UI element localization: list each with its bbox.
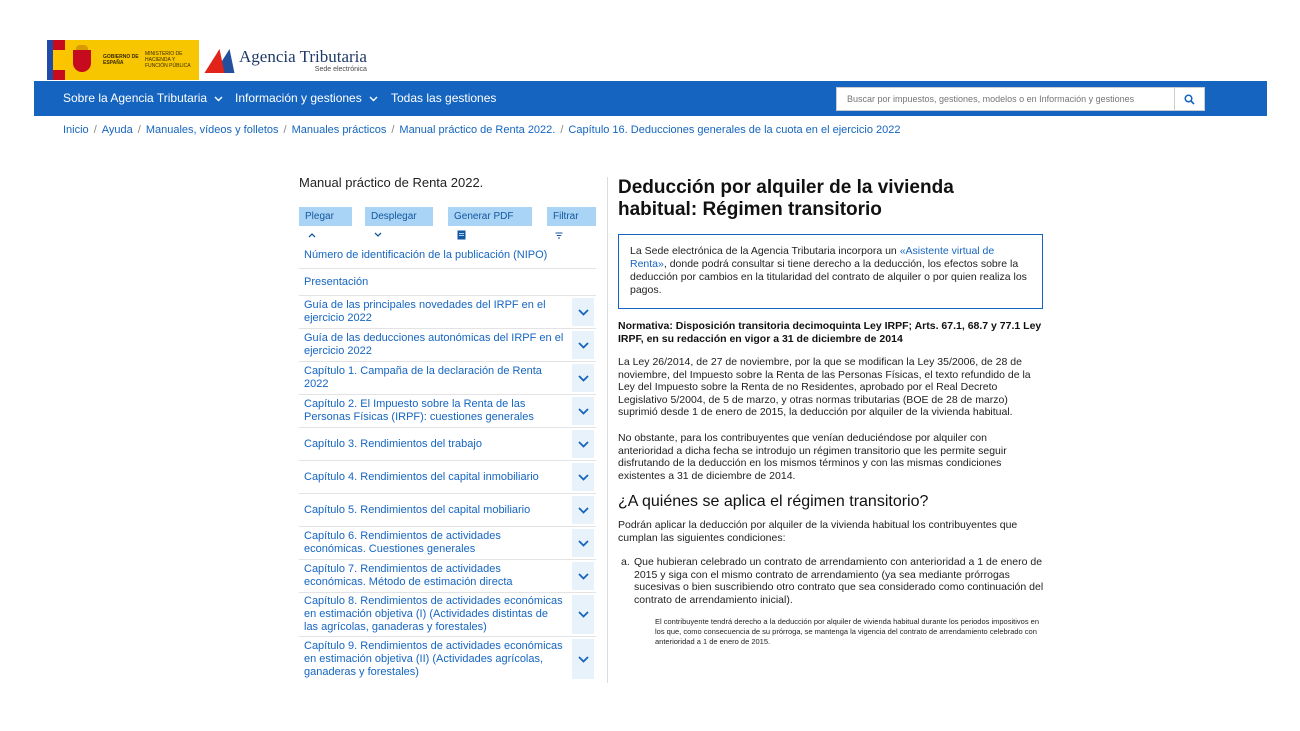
expand-chevron-button[interactable] [572,639,594,679]
notice-text-after: , donde podrá consultar si tiene derecho a la deducción, los efectos sobre la deducción por cambios en la titularidad del contrato de alquiler o por quien realiza los pagos. [630,258,1027,296]
list-marker: a. [621,556,630,568]
toc-item-capitulo-3[interactable] [299,428,596,461]
gov-logo-text: GOBIERNO DE ESPAÑA [103,54,139,66]
expand-chevron-button[interactable] [572,562,594,590]
breadcrumb-link-manuales[interactable]: Manuales, vídeos y folletos [145,124,279,136]
nav-item-label: Todas las gestiones [391,91,497,105]
chevron-down-icon [578,573,589,580]
filter-icon [555,232,563,239]
filter-button-label: Filtrar [553,211,579,222]
search-icon [1184,94,1195,105]
breadcrumb [63,124,900,136]
chevron-down-icon [214,96,223,102]
breadcrumb-separator: / [283,124,287,136]
breadcrumb-separator: / [137,124,141,136]
sidebar-toolbar [299,207,596,226]
toc-item-deducciones-autonomicas[interactable] [299,329,596,362]
chevron-down-icon [578,342,589,349]
toc-item-capitulo-8[interactable] [299,593,596,637]
collapse-button[interactable] [299,207,352,226]
chevron-down-icon [374,232,382,238]
expand-chevron-button[interactable] [572,430,594,458]
breadcrumb-separator: / [93,124,97,136]
expand-chevron-button[interactable] [572,496,594,524]
coat-of-arms-icon [69,44,95,76]
chevron-down-icon [369,96,378,102]
chevron-down-icon [578,507,589,514]
brand-subtitle: Sede electrónica [314,65,367,73]
toc-item-label: Capítulo 4. Rendimientos del capital inmobiliario [304,470,539,483]
chevron-down-icon [578,611,589,618]
toc-item-label: Capítulo 5. Rendimientos del capital mobiliario [304,503,531,516]
table-of-contents [299,242,596,681]
paragraph-no-obstante: No obstante, para los contribuyentes que venían deduciéndose por alquiler con anterioridad a dicha fecha se introdujo un régimen transitorio que les permite seguir disfrutando de la deducción en los mismos términos y con las mismas condiciones existentes a 31 de diciembre de 2014. [618,432,1007,482]
brand-name: Agencia Tributaria [239,46,367,66]
paragraph-ley-26-2014: La Ley 26/2014, de 27 de noviembre, por la que se modifican la Ley 35/2006, de 28 de noviembre, del Impuesto sobre la Renta de las Personas Físicas, el texto refundido de la Ley del Impuesto sobre la Renta de no Residentes, aprobado por el Real Decreto Legislativo 5/2004, de 5 de marzo, y otras normas tributarias (BOE de 28 de marzo) suprimió desde 1 de enero de 2015, la deducción por alquiler de la vivienda habitual. [618,356,1031,419]
toc-item-label: Capítulo 1. Campaña de la declaración de Renta 2022 [304,365,542,390]
breadcrumb-link-manuales-practicos[interactable]: Manuales prácticos [291,124,387,136]
filter-button[interactable] [547,207,596,226]
expand-chevron-button[interactable] [572,331,594,359]
virtual-assistant-link[interactable]: «Asistente virtual de Renta» [630,245,995,270]
pdf-file-icon [457,230,466,240]
search-button[interactable] [1175,87,1205,111]
toc-item-label: Número de identificación de la publicación (NIPO) [304,248,548,261]
chevron-down-icon [578,375,589,382]
collapse-button-label: Plegar [305,211,334,222]
generate-pdf-label: Generar PDF [454,211,514,222]
nav-item-label: Sobre la Agencia Tributaria [63,91,208,105]
expand-button-label: Desplegar [371,211,417,222]
expand-button[interactable] [365,207,433,226]
toc-item-label: Presentación [304,275,369,288]
nav-item-label: Información y gestiones [235,91,362,105]
toc-item-capitulo-5[interactable] [299,494,596,527]
toc-item-label: Guía de las deducciones autonómicas del IRPF en el ejercicio 2022 [304,332,564,357]
normativa-heading: Normativa: Disposición transitoria decimoquinta Ley IRPF; Arts. 67.1, 68.7 y 77.1 Ley IRPF, en su redacción en vigor a 31 de diciembre de 2014 [618,320,1042,345]
chevron-down-icon [578,408,589,415]
toc-item-label: Capítulo 6. Rendimientos de actividades económicas. Cuestiones generales [304,530,501,555]
conditions-list [618,556,1043,606]
flag-icon [47,40,65,80]
agency-logo-icon [205,45,239,75]
search-input[interactable] [837,88,1174,110]
breadcrumb-link-ayuda[interactable]: Ayuda [101,124,133,136]
nav-item-sobre[interactable] [63,81,223,116]
chevron-down-icon [578,309,589,316]
nav-item-todas[interactable] [391,81,496,116]
paragraph-conditions-intro: Podrán aplicar la deducción por alquiler de la vivienda habitual los contribuyentes que cumplan las siguientes condiciones: [618,519,1018,544]
column-divider [607,177,608,683]
government-logo[interactable] [47,40,199,80]
search-box [836,87,1175,111]
list-item: Que hubieran celebrado un contrato de arrendamiento con anterioridad a 1 de enero de 2015 y siga con el mismo contrato de arrendamiento (ya sea mediante prórrogas sucesivas o bien suscribiendo otro contrato que sea considerado como continuación del contrato de arrendamiento inicial). [634,556,1044,606]
chevron-up-icon [308,232,316,238]
expand-chevron-button[interactable] [572,298,594,326]
breadcrumb-link-manual-renta[interactable]: Manual práctico de Renta 2022. [399,124,556,136]
toc-item-capitulo-7[interactable] [299,560,596,593]
section-heading: ¿A quiénes se aplica el régimen transitorio? [618,493,929,510]
note-text: El contribuyente tendrá derecho a la deducción por alquiler de vivienda habitual durante los periodos impositivos en los que, como consecuencia de su prórroga, se mantenga la vigencia del contrato de arrendamiento celebrado con anterioridad a 1 de enero de 2015. [655,617,1039,646]
breadcrumb-link-inicio[interactable]: Inicio [63,124,89,136]
expand-chevron-button[interactable] [572,463,594,491]
expand-chevron-button[interactable] [572,529,594,557]
toc-item-label: Capítulo 2. El Impuesto sobre la Renta de las Personas Físicas (IRPF): cuestiones generales [304,398,534,423]
toc-item-label: Capítulo 7. Rendimientos de actividades económicas. Método de estimación directa [304,563,513,588]
main-navbar [34,81,1267,116]
sidebar-title: Manual práctico de Renta 2022. [299,175,484,190]
header-logos [47,40,367,80]
notice-text-before: La Sede electrónica de la Agencia Tributaria incorpora un [630,245,900,257]
article-title: Deducción por alquiler de la vivienda habitual: Régimen transitorio [618,177,954,220]
breadcrumb-separator: / [560,124,564,136]
breadcrumb-separator: / [391,124,395,136]
nav-item-informacion[interactable] [235,81,378,116]
chevron-down-icon [578,540,589,547]
breadcrumb-link-capitulo-16[interactable]: Capítulo 16. Deducciones generales de la cuota en el ejercicio 2022 [568,124,901,136]
toc-item-capitulo-6[interactable] [299,527,596,560]
toc-item-capitulo-9[interactable] [299,637,596,681]
toc-item-capitulo-2[interactable] [299,395,596,428]
generate-pdf-button[interactable] [448,207,532,226]
expand-chevron-button[interactable] [572,595,594,634]
toc-item-novedades[interactable] [299,296,596,329]
manual-sidebar [299,175,596,678]
toc-item-label: Guía de las principales novedades del IRPF en el ejercicio 2022 [304,299,546,324]
toc-item-nipo[interactable] [299,242,596,269]
toc-item-label: Capítulo 9. Rendimientos de actividades económicas en estimación objetiva (II) (Actividades agrícolas, ganaderas y forestales) [304,639,563,678]
toc-item-presentacion[interactable] [299,269,596,296]
ministry-logo-text: MINISTERIO DE HACIENDA Y FUNCIÓN PÚBLICA [145,51,191,69]
chevron-down-icon [578,474,589,481]
agencia-tributaria-logo[interactable] [205,45,367,75]
toc-item-label: Capítulo 8. Rendimientos de actividades económicas en estimación objetiva (I) (Actividades distintas de las agrícolas, ganaderas y forestales) [304,595,563,633]
toc-item-label: Capítulo 3. Rendimientos del trabajo [304,437,482,450]
virtual-assistant-notice [618,234,1043,309]
toc-item-capitulo-1[interactable] [299,362,596,395]
expand-chevron-button[interactable] [572,397,594,425]
toc-item-capitulo-4[interactable] [299,461,596,494]
chevron-down-icon [578,441,589,448]
expand-chevron-button[interactable] [572,364,594,392]
article [618,177,1044,646]
chevron-down-icon [578,656,589,663]
